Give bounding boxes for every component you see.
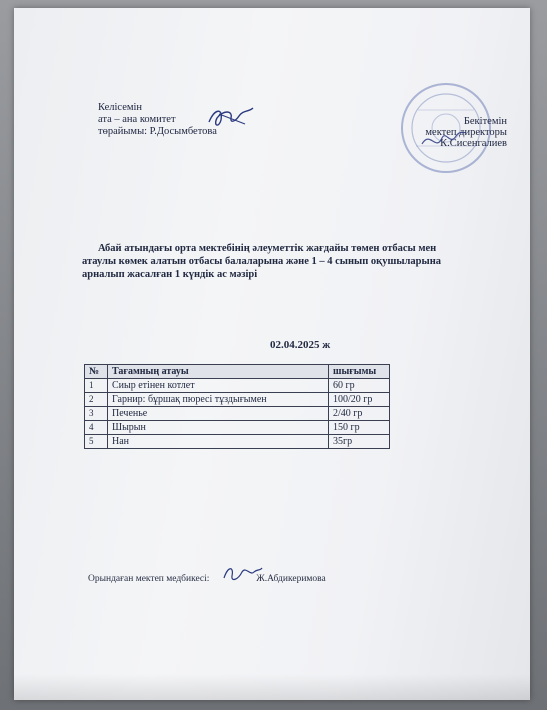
menu-title: Абай атындағы орта мектебінің әлеуметтік жағдайы төмен отбасы мен атаулы көмек алатын отбасы балаларына және 1 – 4 сынып оқушыларына арналып жасалған 1 күндік ас мәзірі <box>82 243 441 280</box>
row-number: 5 <box>85 435 108 449</box>
row-dish-name: Гарнир: бұршақ пюресі тұздығымен <box>108 393 329 407</box>
agreement-line-2: ата – ана комитет <box>98 114 176 125</box>
row-quantity: 35гр <box>329 435 390 449</box>
menu-table <box>84 364 390 449</box>
agreement-line-3: төрайымы: Р.Досымбетова <box>98 126 217 137</box>
row-number: 3 <box>85 407 108 421</box>
row-dish-name: Нан <box>108 435 329 449</box>
director-signature-icon <box>418 126 468 154</box>
row-dish-name: Шырын <box>108 421 329 435</box>
table-row <box>85 379 390 393</box>
approval-line-1: Бекітемін <box>463 116 507 127</box>
row-dish-name: Печенье <box>108 407 329 421</box>
menu-table-header <box>85 365 390 379</box>
table-row <box>85 393 390 407</box>
nurse-signature-icon <box>220 562 264 584</box>
footer-name: Ж.Абдикеримова <box>256 574 326 584</box>
row-quantity: 60 гр <box>329 379 390 393</box>
header-quantity: шығымы <box>329 365 390 379</box>
row-number: 2 <box>85 393 108 407</box>
row-number: 1 <box>85 379 108 393</box>
header-dish-name: Тағамның атауы <box>108 365 329 379</box>
page-shadow <box>14 674 530 700</box>
row-number: 4 <box>85 421 108 435</box>
committee-signature-icon <box>205 102 257 132</box>
table-row <box>85 435 390 449</box>
menu-date: 02.04.2025 ж <box>270 339 331 351</box>
row-dish-name: Сиыр етінен котлет <box>108 379 329 393</box>
footer-signature-line <box>88 574 326 584</box>
header-number: № <box>85 365 108 379</box>
row-quantity: 100/20 гр <box>329 393 390 407</box>
table-row <box>85 421 390 435</box>
approval-line-2: мектеп директоры <box>425 127 507 138</box>
footer-prefix: Орындаған мектеп медбикесі: <box>88 574 210 584</box>
approval-line-3: К.Сисенгалиев <box>440 138 507 149</box>
row-quantity: 150 гр <box>329 421 390 435</box>
agreement-line-1: Келісемін <box>98 102 143 113</box>
table-row <box>85 407 390 421</box>
row-quantity: 2/40 гр <box>329 407 390 421</box>
